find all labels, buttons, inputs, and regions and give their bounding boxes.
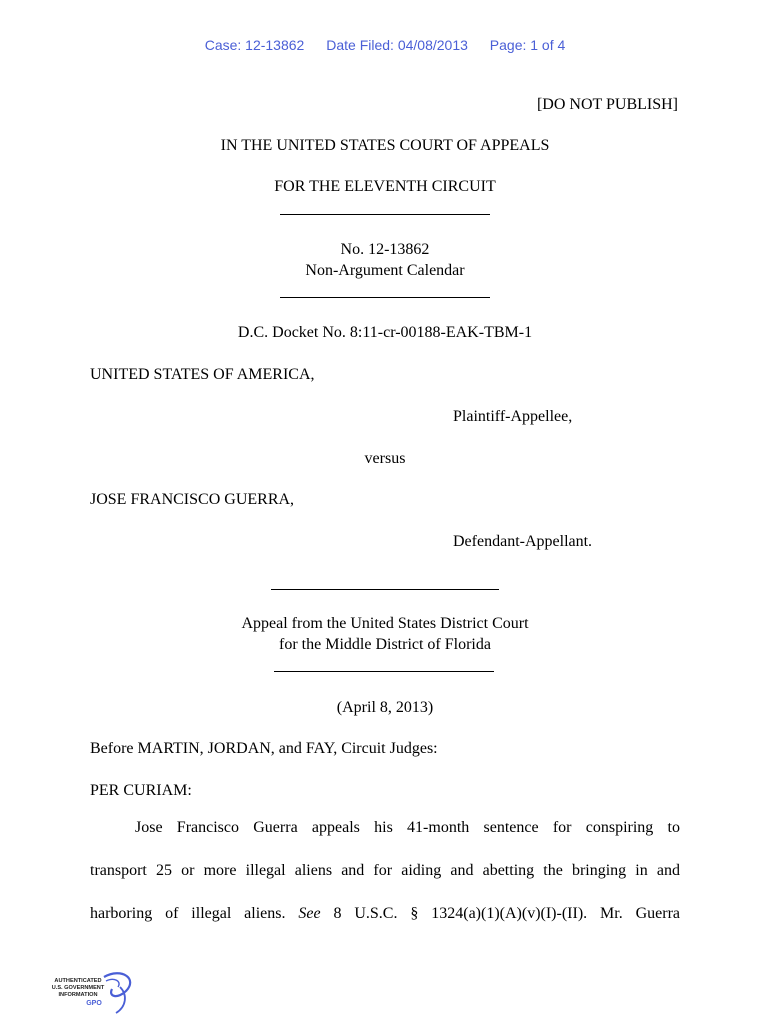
citation-signal: See xyxy=(298,905,321,922)
divider-rule xyxy=(280,297,490,298)
decision-date: (April 8, 2013) xyxy=(336,699,434,716)
appeal-from: Appeal from the United States District Court xyxy=(241,615,529,632)
publish-flag: [DO NOT PUBLISH] xyxy=(536,96,678,113)
body-text: 8 U.S.C. § 1324(a)(1)(A)(v)(I)-(II). Mr. Guerra xyxy=(333,905,680,922)
logo-text: INFORMATION xyxy=(58,992,98,998)
appeal-district: for the Middle District of Florida xyxy=(279,636,491,653)
logo-text: U.S. GOVERNMENT xyxy=(51,985,105,991)
divider-rule xyxy=(280,214,490,215)
date-filed-header: Date Filed: 04/08/2013 xyxy=(326,37,468,53)
opinion-body xyxy=(90,806,680,935)
filing-header xyxy=(0,37,770,53)
body-line: transport 25 or more illegal aliens and for aiding and abetting the bringing in and xyxy=(90,862,680,879)
page-number-header: Page: 1 of 4 xyxy=(489,37,566,53)
defendant-name: JOSE FRANCISCO GUERRA, xyxy=(90,491,295,508)
case-number-header: Case: 12-13862 xyxy=(204,37,305,53)
divider-rule xyxy=(271,589,499,590)
case-number: No. 12-13862 xyxy=(340,241,430,258)
per-curiam-heading: PER CURIAM: xyxy=(90,782,192,799)
logo-text: AUTHENTICATED xyxy=(54,978,102,984)
body-line xyxy=(90,892,680,935)
docket-number: D.C. Docket No. 8:11-cr-00188-EAK-TBM-1 xyxy=(237,324,533,341)
logo-mark: GPO xyxy=(86,1000,102,1007)
body-line: Jose Francisco Guerra appeals his 41-month sentence for conspiring to xyxy=(135,819,680,836)
gpo-authentication-logo xyxy=(42,969,142,1019)
court-name: IN THE UNITED STATES COURT OF APPEALS xyxy=(220,137,550,154)
versus-label: versus xyxy=(364,450,406,467)
body-text: harboring of illegal aliens. xyxy=(90,905,286,922)
calendar-type: Non-Argument Calendar xyxy=(305,262,465,279)
circuit-name: FOR THE ELEVENTH CIRCUIT xyxy=(274,178,496,195)
divider-rule xyxy=(274,671,494,672)
panel-judges: Before MARTIN, JORDAN, and FAY, Circuit Judges: xyxy=(90,740,438,757)
plaintiff-role: Plaintiff-Appellee, xyxy=(453,408,573,425)
defendant-role: Defendant-Appellant. xyxy=(453,533,593,550)
plaintiff-name: UNITED STATES OF AMERICA, xyxy=(90,366,315,383)
